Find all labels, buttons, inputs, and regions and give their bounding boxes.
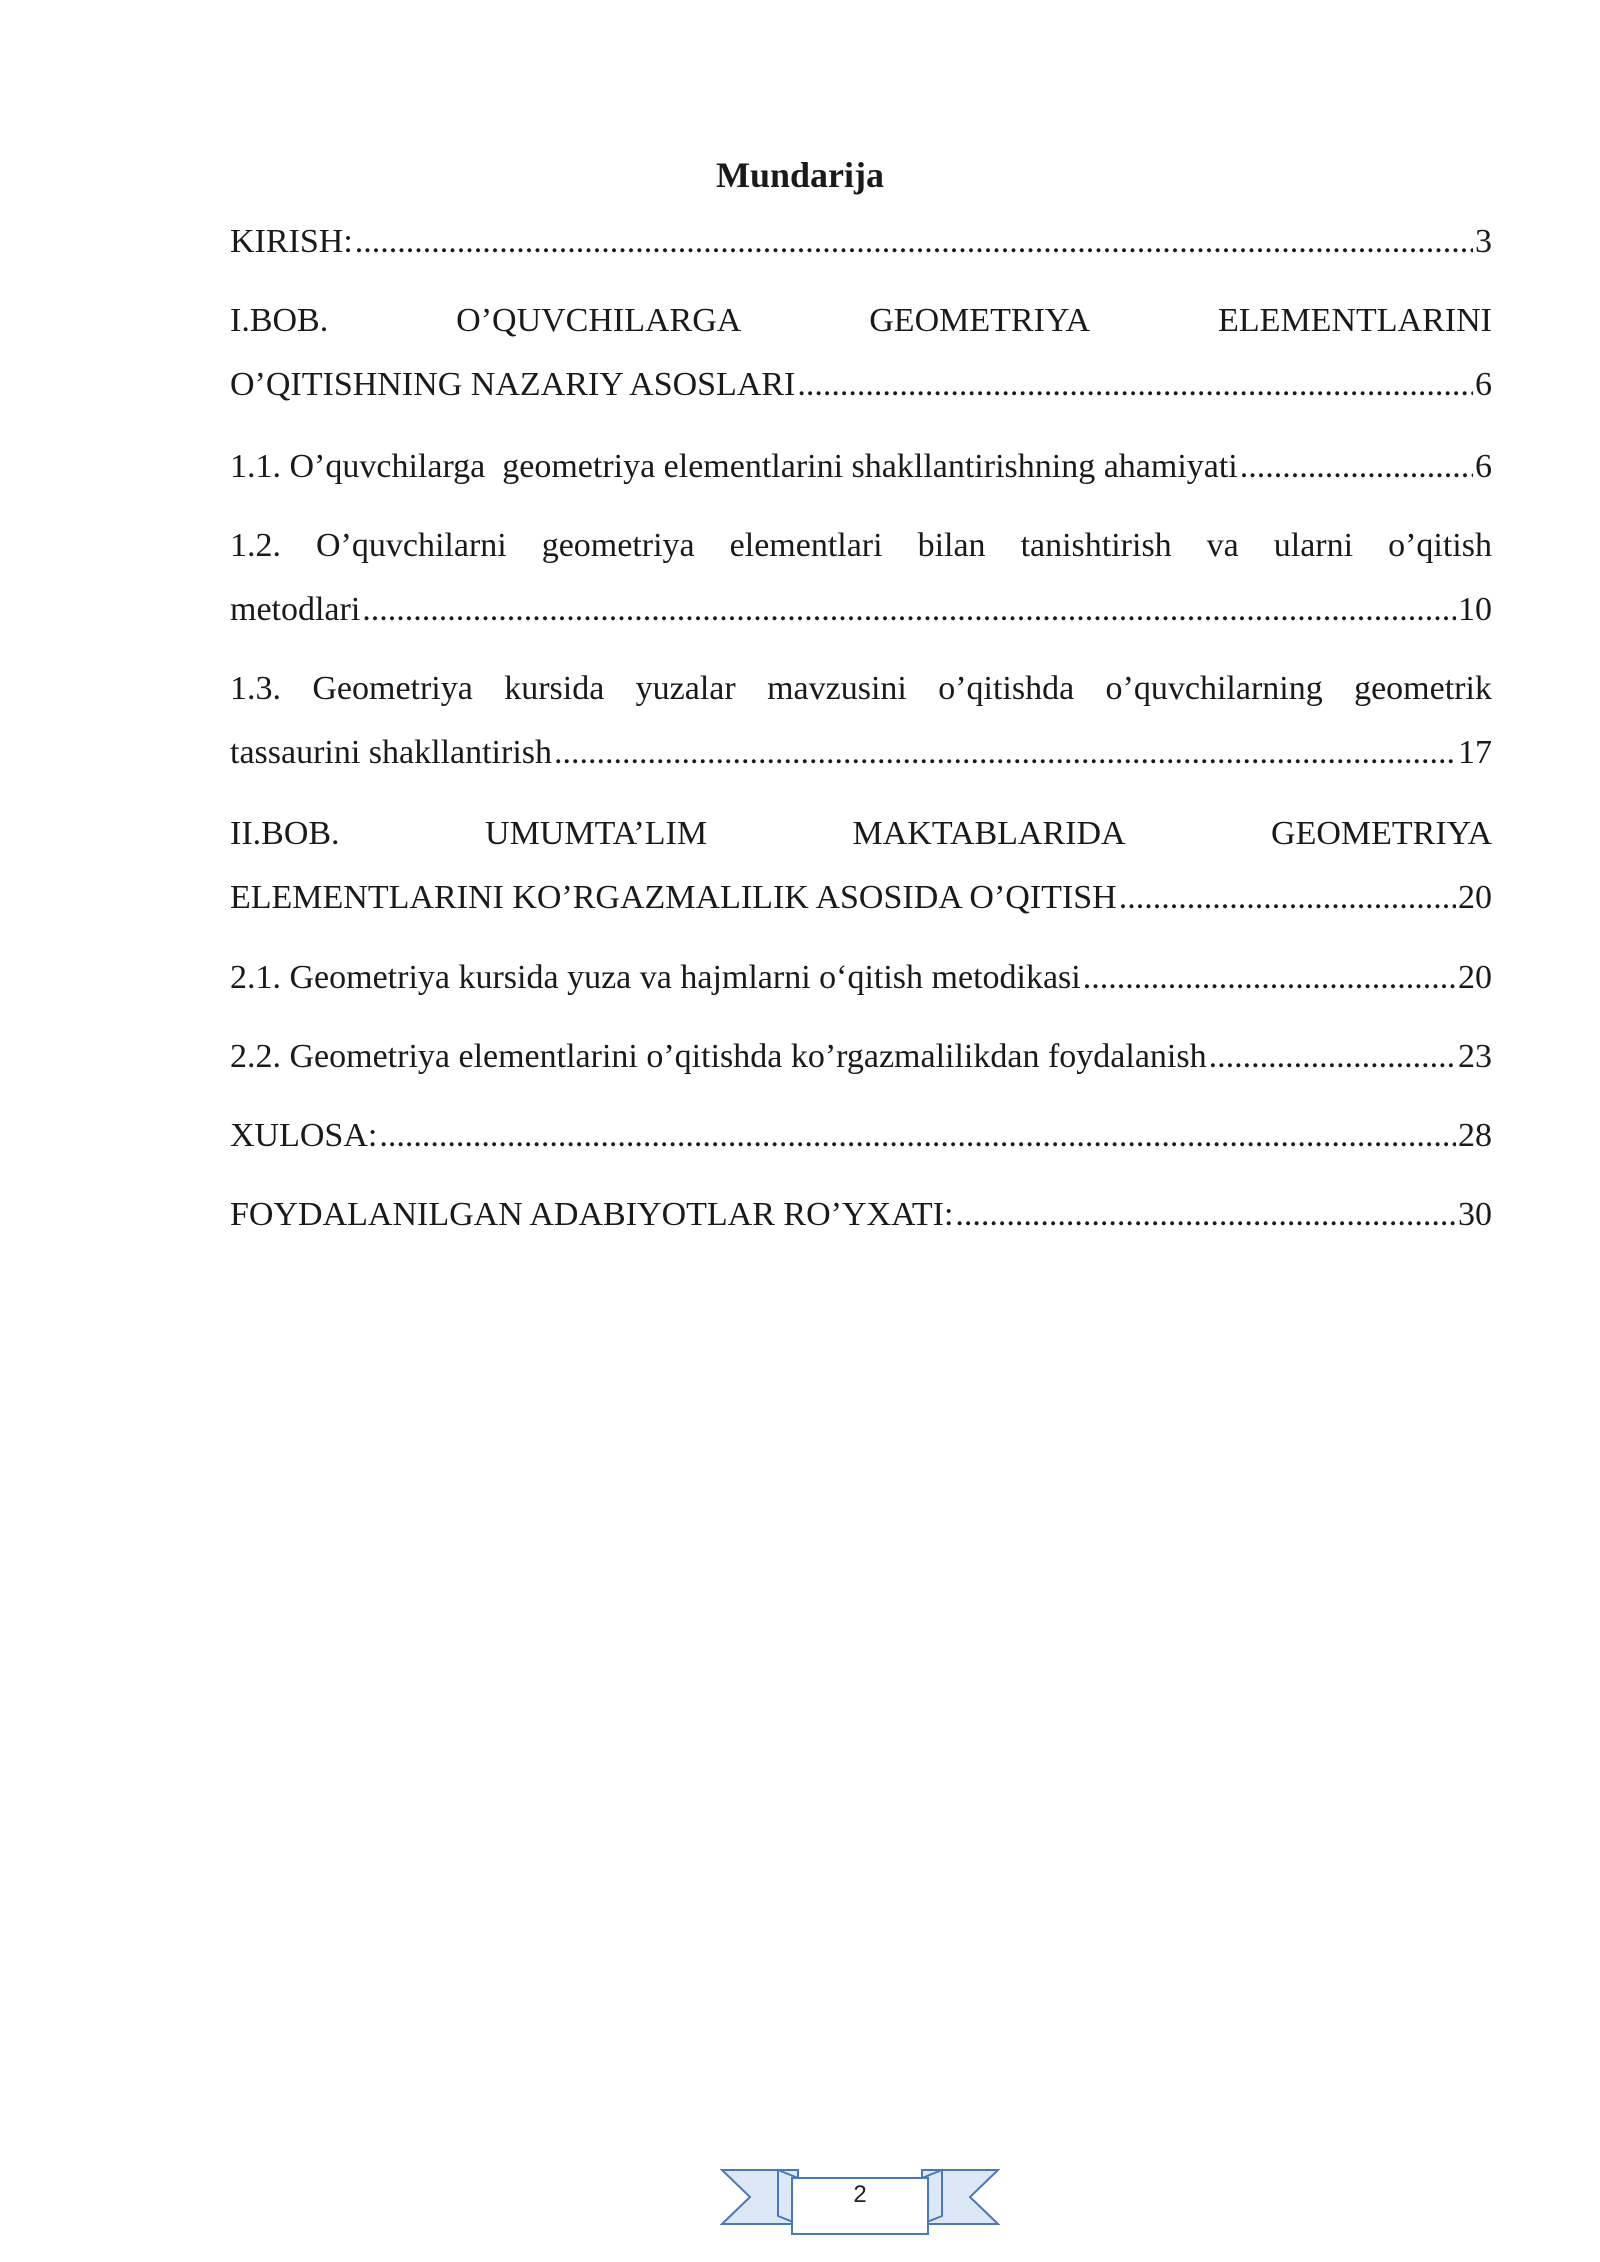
toc-entry-first-line	[230, 657, 1492, 721]
toc-word: 1.3.	[230, 670, 281, 707]
toc-entry-2-2[interactable]	[230, 1025, 1492, 1089]
toc-word: kursida	[504, 670, 605, 707]
toc-entry-1-1[interactable]	[230, 435, 1492, 499]
toc-entry-chapter-2[interactable]	[230, 802, 1492, 930]
dot-leader	[1209, 1025, 1456, 1089]
toc-word: elementlari	[729, 527, 883, 564]
toc-word: o’quvchilarning	[1105, 670, 1323, 707]
dot-leader	[955, 1183, 1456, 1247]
page-footer	[720, 2158, 1000, 2238]
toc-entry-label: O’QITISHNING NAZARIY ASOSLARI	[230, 366, 796, 403]
dot-leader	[1083, 946, 1456, 1010]
toc-word: va	[1206, 527, 1239, 564]
toc-word: GEOMETRIYA	[869, 302, 1091, 339]
toc-entry-page: 17	[1458, 734, 1492, 771]
toc-entry-first-line	[230, 514, 1492, 578]
toc-word: yuzalar	[635, 670, 736, 707]
toc-word: MAKTABLARIDA	[852, 815, 1126, 852]
toc-entry-page: 10	[1458, 591, 1492, 628]
toc-word: geometriya	[541, 527, 695, 564]
toc-entry-2-1[interactable]	[230, 946, 1492, 1010]
toc-entry-page: 20	[1458, 959, 1492, 996]
toc-entry-references[interactable]	[230, 1183, 1492, 1247]
toc-entry-first-line	[230, 289, 1492, 353]
dot-leader	[1119, 866, 1456, 930]
toc-word: bilan	[917, 527, 986, 564]
dot-leader	[362, 578, 1456, 642]
toc-entry-label: 2.1. Geometriya kursida yuza va hajmlarni o‘qitish metodikasi	[230, 959, 1081, 996]
page-number: 2	[853, 2181, 867, 2208]
dot-leader	[355, 210, 1473, 274]
toc-entry-label: KIRISH:	[230, 223, 353, 260]
toc-entry-page: 3	[1475, 223, 1492, 260]
toc-word: GEOMETRIYA	[1271, 815, 1492, 852]
toc-word: Geometriya	[312, 670, 473, 707]
toc-entry-page: 6	[1475, 366, 1492, 403]
toc-entry-chapter-1[interactable]	[230, 289, 1492, 417]
toc-word: o’qitishda	[938, 670, 1075, 707]
toc-entry-first-line	[230, 802, 1492, 866]
toc-entry-label: 1.1. O’quvchilarga geometriya elementlarini shakllantirishning ahamiyati	[230, 448, 1238, 485]
dot-leader	[379, 1104, 1456, 1168]
toc-word: o’qitish	[1388, 527, 1492, 564]
toc-entry-page: 30	[1458, 1196, 1492, 1233]
toc-entry-label: FOYDALANILGAN ADABIYOTLAR RO’YXATI:	[230, 1196, 954, 1233]
toc-word: 1.2.	[230, 527, 281, 564]
toc-entry-page: 28	[1458, 1117, 1492, 1154]
toc-entry-label: tassaurini shakllantirish	[230, 734, 553, 771]
toc-word: ELEMENTLARINI	[1218, 302, 1492, 339]
toc-entry-page: 20	[1458, 879, 1492, 916]
toc-word: I.BOB.	[230, 302, 329, 339]
toc-entry-label: metodlari	[230, 591, 361, 628]
toc-entry-label: ELEMENTLARINI KO’RGAZMALILIK ASOSIDA O’QITISH	[230, 879, 1117, 916]
toc-word: tanishtirish	[1020, 527, 1172, 564]
dot-leader	[1240, 435, 1473, 499]
toc-word: UMUMTA’LIM	[485, 815, 708, 852]
dot-leader	[797, 353, 1473, 417]
toc-entry-1-2[interactable]	[230, 514, 1492, 642]
dot-leader	[554, 721, 1456, 785]
toc-entry-label: XULOSA:	[230, 1117, 378, 1154]
toc-word: geometrik	[1354, 670, 1492, 707]
toc-entry-page: 6	[1475, 448, 1492, 485]
toc-entry-label: 2.2. Geometriya elementlarini o’qitishda ko’rgazmalilikdan foydalanish	[230, 1038, 1207, 1075]
toc-title: Mundarija	[715, 155, 884, 195]
toc-word: ularni	[1273, 527, 1354, 564]
toc-word: O’QUVCHILARGA	[456, 302, 742, 339]
toc-entry-page: 23	[1458, 1038, 1492, 1075]
toc-entry-xulosa[interactable]	[230, 1104, 1492, 1168]
toc-word: II.BOB.	[230, 815, 340, 852]
toc-word: O’quvchilarni	[316, 527, 507, 564]
toc-entry-kirish[interactable]	[230, 210, 1492, 274]
toc-entry-1-3[interactable]	[230, 657, 1492, 785]
toc-word: mavzusini	[767, 670, 907, 707]
